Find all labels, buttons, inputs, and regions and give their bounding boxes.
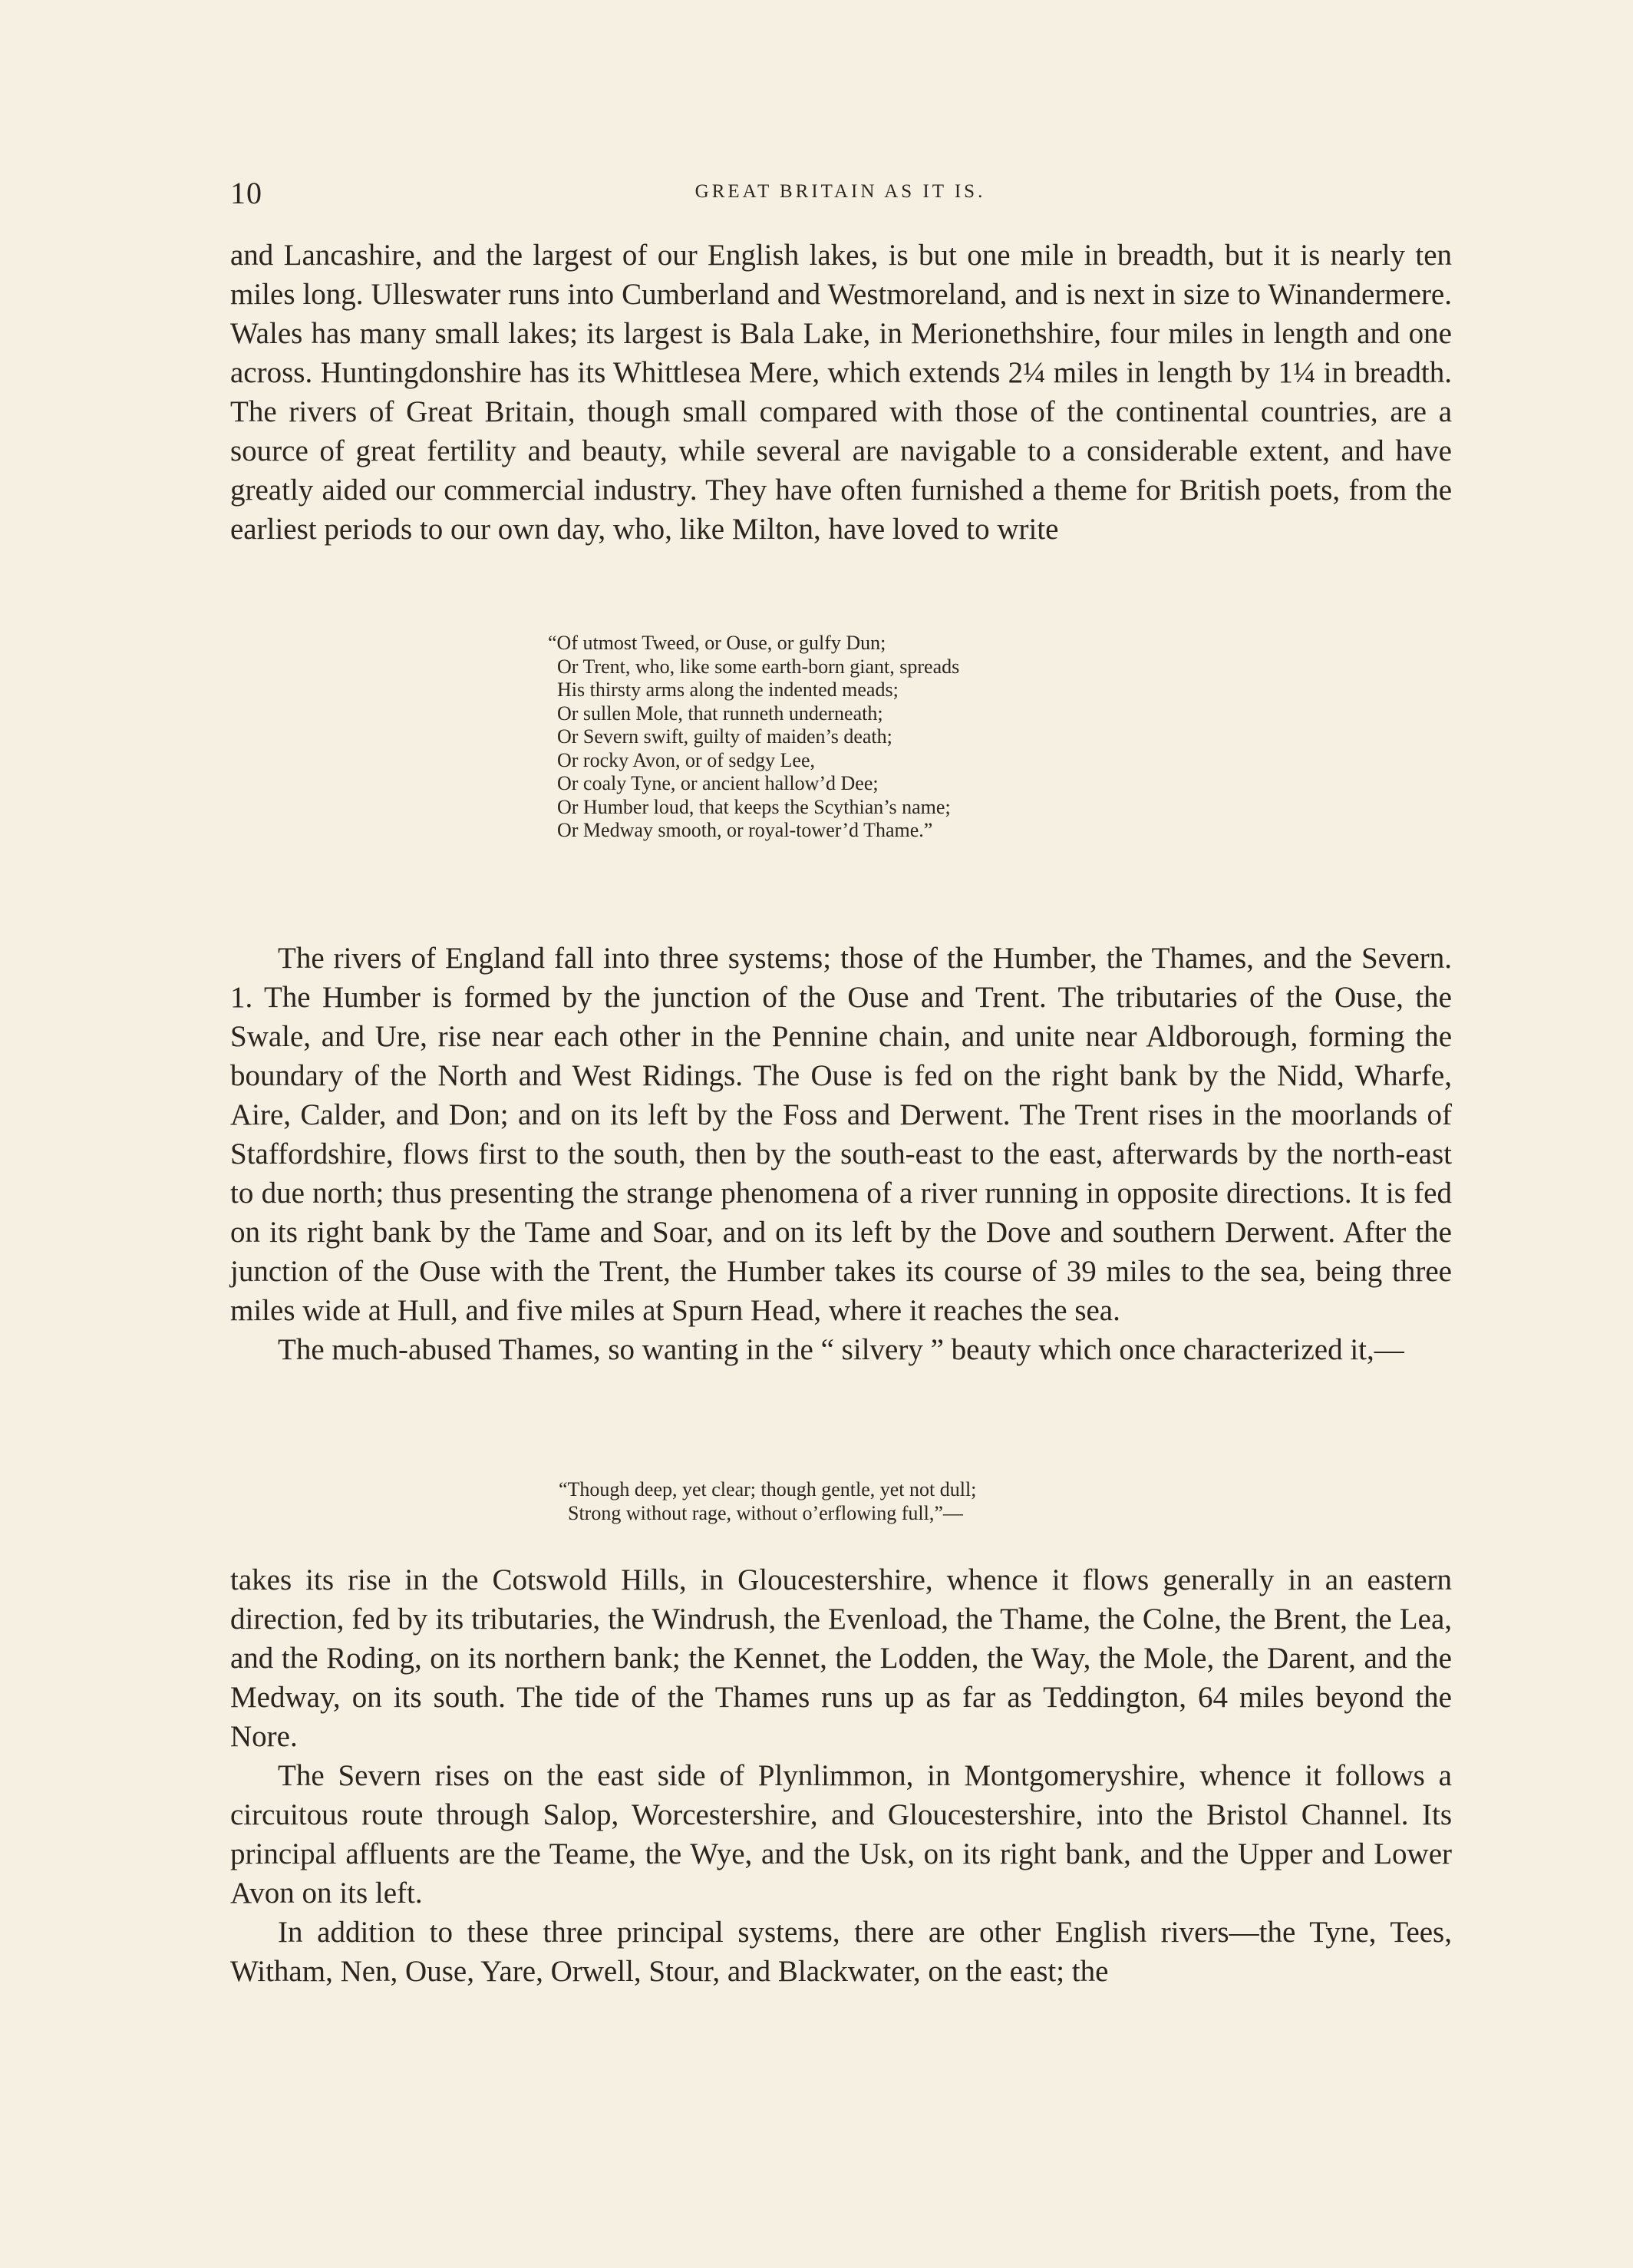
verse-line: Or Humber loud, that keeps the Scythian’s name; bbox=[557, 795, 951, 818]
verse-line: Or rocky Avon, or of sedgy Lee, bbox=[557, 748, 815, 771]
text-block-top bbox=[230, 236, 1452, 549]
paragraph-severn: The Severn rises on the east side of Plynlimmon, in Montgomeryshire, whence it follows a circuitous route through Salop, Worcestershire, and Gloucestershire, into the Bristol Channel. Its principal affluents are the Teame, the Wye, and the Usk, on its right bank, and the Upper and Lower Avon on its left. bbox=[230, 1759, 1452, 1910]
paragraph-river-systems: The rivers of England fall into three systems; those of the Humber, the Thames, and the Severn. 1. The Humber is formed by the junction of the Ouse and Trent. The tributaries of the Ouse, the Swale, and Ure, rise near each other in the Pennine chain, and unite near Aldborough, forming the boundary of the North and West Ridings. The Ouse is fed on the right bank by the Nidd, Wharfe, Aire, Calder, and Don; and on its left by the Foss and Derwent. The Trent rises in the moorlands of Staffordshire, flows first to the south, then by the south-east to the east, afterwards by the north-east to due north; thus presenting the strange phenomena of a river running in opposite directions. It is fed on its right bank by the Tame and Soar, and on its left by the Dove and southern Derwent. After the junction of the Ouse with the Trent, the Humber takes its course of 39 miles to the sea, being three miles wide at Hull, and five miles at Spurn Head, where it reaches the sea. bbox=[230, 942, 1452, 1327]
paragraph-thames-intro: The much-abused Thames, so wanting in the “ silvery ” beauty which once characterized it,— bbox=[278, 1333, 1404, 1366]
verse-line: Or sullen Mole, that runneth underneath; bbox=[557, 702, 883, 725]
page-header bbox=[230, 175, 1450, 218]
paragraph-other-rivers: In addition to these three principal systems, there are other English rivers—the Tyne, Tees, Witham, Nen, Ouse, Yare, Orwell, Stour, and Blackwater, on the east; the bbox=[230, 1916, 1452, 1988]
verse-line: Or Medway smooth, or royal-tower’d Thame.” bbox=[557, 819, 933, 841]
verse-line: Strong without rage, without o’erflowing full,”— bbox=[568, 1501, 963, 1524]
verse-line: “Of utmost Tweed, or Ouse, or gulfy Dun; bbox=[548, 632, 886, 654]
paragraph-thames-course: takes its rise in the Cotswold Hills, in Gloucestershire, whence it flows generally in an eastern direction, fed by its tributaries, the Windrush, the Evenload, the Thame, the Colne, the Brent, the Lea, and the Roding, on its northern bank; the Kennet, the Lodden, the Way, the Mole, the Darent, and the Medway, on its south. The tide of the Thames runs up as far as Teddington, 64 miles beyond the Nore. bbox=[230, 1563, 1452, 1753]
page-number: 10 bbox=[230, 176, 262, 210]
verse-line: Or Trent, who, like some earth-born giant, spreads bbox=[557, 655, 960, 678]
verse-line: His thirsty arms along the indented meads; bbox=[557, 678, 899, 701]
text-block-bottom bbox=[230, 1560, 1452, 1991]
text-block-middle bbox=[230, 939, 1452, 1369]
verse-quotation-thames bbox=[559, 1478, 977, 1525]
paragraph-lakes-and-rivers: and Lancashire, and the largest of our English lakes, is but one mile in breadth, but it is nearly ten miles long. Ulleswater runs into Cumberland and Westmoreland, and is next in size to Winandermere. Wales has many small lakes; its largest is Bala Lake, in Merionethshire, four miles in length and one across. Huntingdonshire has its Whittlesea Mere, which extends 2¼ miles in length by 1¼ in breadth. The rivers of Great Britain, though small compared with those of the continental countries, are a source of great fertility and beauty, while several are navigable to a considerable extent, and have greatly aided our commercial industry. They have often furnished a theme for British poets, from the earliest periods to our own day, who, like Milton, have loved to write bbox=[230, 239, 1452, 546]
running-title: GREAT BRITAIN AS IT IS. bbox=[694, 181, 986, 202]
verse-quotation-milton bbox=[548, 632, 960, 843]
verse-line: Or coaly Tyne, or ancient hallow’d Dee; bbox=[557, 772, 879, 794]
verse-line: Or Severn swift, guilty of maiden’s death; bbox=[557, 725, 892, 748]
verse-line: “Though deep, yet clear; though gentle, yet not dull; bbox=[559, 1478, 977, 1500]
